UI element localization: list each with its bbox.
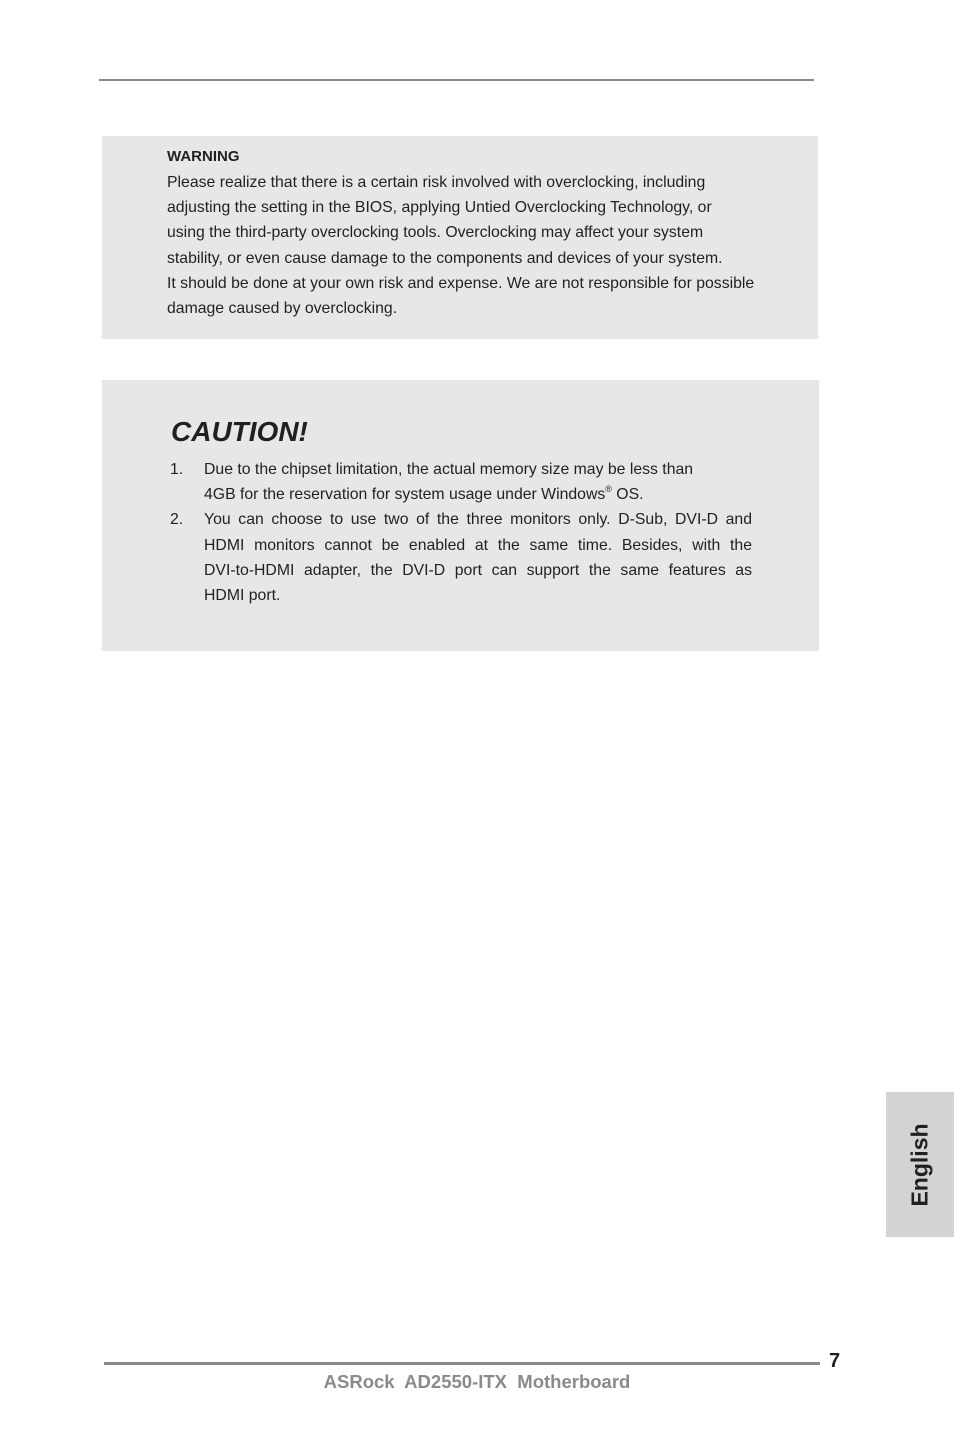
warning-line: using the third-party overclocking tools. Overclocking may affect your system bbox=[167, 224, 704, 242]
header-rule bbox=[99, 79, 814, 81]
caution-title: CAUTION! bbox=[171, 416, 308, 447]
caution-item-1 bbox=[170, 457, 752, 507]
caution-item-2 bbox=[170, 507, 752, 608]
caution-line: Due to the chipset limitation, the actual memory size may be less than bbox=[204, 461, 694, 478]
caution-line bbox=[204, 482, 752, 507]
warning-text bbox=[167, 170, 797, 321]
caution-item-number: 2. bbox=[170, 511, 184, 529]
language-tab-label: English bbox=[906, 1122, 933, 1207]
caution-line-text: 4GB for the reservation for system usage under Windows bbox=[204, 486, 606, 504]
caution-line: DVI-to-HDMI adapter, the DVI-D port can support the same features as bbox=[204, 561, 752, 579]
warning-title: WARNING bbox=[167, 148, 240, 165]
warning-line: damage caused by overclocking. bbox=[167, 300, 398, 318]
caution-line: HDMI monitors cannot be enabled at the same time. Besides, with the bbox=[204, 536, 752, 554]
caution-list bbox=[170, 457, 752, 608]
warning-line: adjusting the setting in the BIOS, applying Untied Overclocking Technology, or bbox=[167, 199, 712, 217]
caution-item-number: 1. bbox=[170, 461, 184, 478]
warning-line: It should be done at your own risk and expense. We are not responsible for possible bbox=[167, 274, 755, 292]
registered-mark: ® bbox=[605, 484, 612, 495]
warning-line: stability, or even cause damage to the components and devices of your system. bbox=[167, 249, 723, 267]
warning-box bbox=[102, 136, 818, 339]
warning-line: Please realize that there is a certain risk involved with overclocking, including bbox=[167, 174, 706, 191]
footer-title: ASRock AD2550-ITX Motherboard bbox=[323, 1371, 631, 1392]
caution-box bbox=[102, 380, 819, 651]
page-number: 7 bbox=[829, 1350, 841, 1372]
language-tab bbox=[886, 1092, 954, 1237]
caution-line: HDMI port. bbox=[204, 587, 281, 605]
caution-line-text: OS. bbox=[611, 486, 644, 504]
footer-rule bbox=[104, 1362, 820, 1365]
caution-line: You can choose to use two of the three monitors only. D-Sub, DVI-D and bbox=[204, 511, 752, 529]
